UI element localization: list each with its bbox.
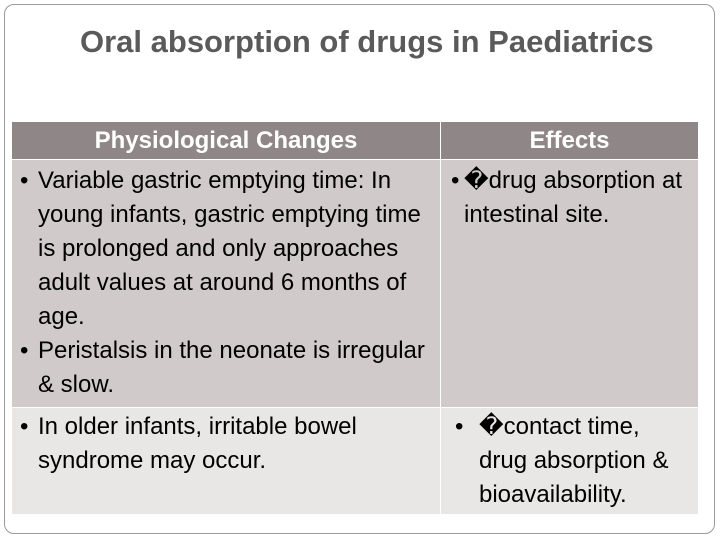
changes-cell xyxy=(12,160,441,408)
list-item xyxy=(445,410,694,512)
bullet: • xyxy=(455,413,464,440)
table-row xyxy=(12,160,699,408)
effect-cell xyxy=(441,408,699,515)
change-text: Variable gastric emptying time: In young infants, gastric emptying time is prolonged and only approaches adult values at around 6 months of age. xyxy=(38,167,421,330)
list-item xyxy=(16,164,436,334)
missing-arrow-glyph-icon: � xyxy=(479,413,504,440)
bullet: • xyxy=(20,413,29,440)
table-row xyxy=(12,408,699,515)
effect-cell xyxy=(441,160,699,408)
bullet: • xyxy=(20,167,29,194)
bullet: • xyxy=(451,167,460,194)
list-item xyxy=(16,410,436,478)
changes-cell xyxy=(12,408,441,515)
header-physiological-changes: Physiological Changes xyxy=(12,122,441,160)
missing-arrow-glyph-icon: � xyxy=(464,167,489,194)
effect-text: drug absorption at intestinal site. xyxy=(464,167,683,228)
bullet: • xyxy=(20,337,29,364)
list-item xyxy=(445,164,694,232)
effect-text: contact time, drug absorption & bioavailability. xyxy=(479,413,669,508)
table-header-row xyxy=(12,122,699,160)
slide-title: Oral absorption of drugs in Paediatrics xyxy=(80,24,654,59)
list-item xyxy=(16,334,436,402)
change-text: Peristalsis in the neonate is irregular & slow. xyxy=(38,337,425,398)
effects-table xyxy=(11,121,699,515)
change-text: In older infants, irritable bowel syndrome may occur. xyxy=(38,413,357,474)
header-effects: Effects xyxy=(441,122,699,160)
